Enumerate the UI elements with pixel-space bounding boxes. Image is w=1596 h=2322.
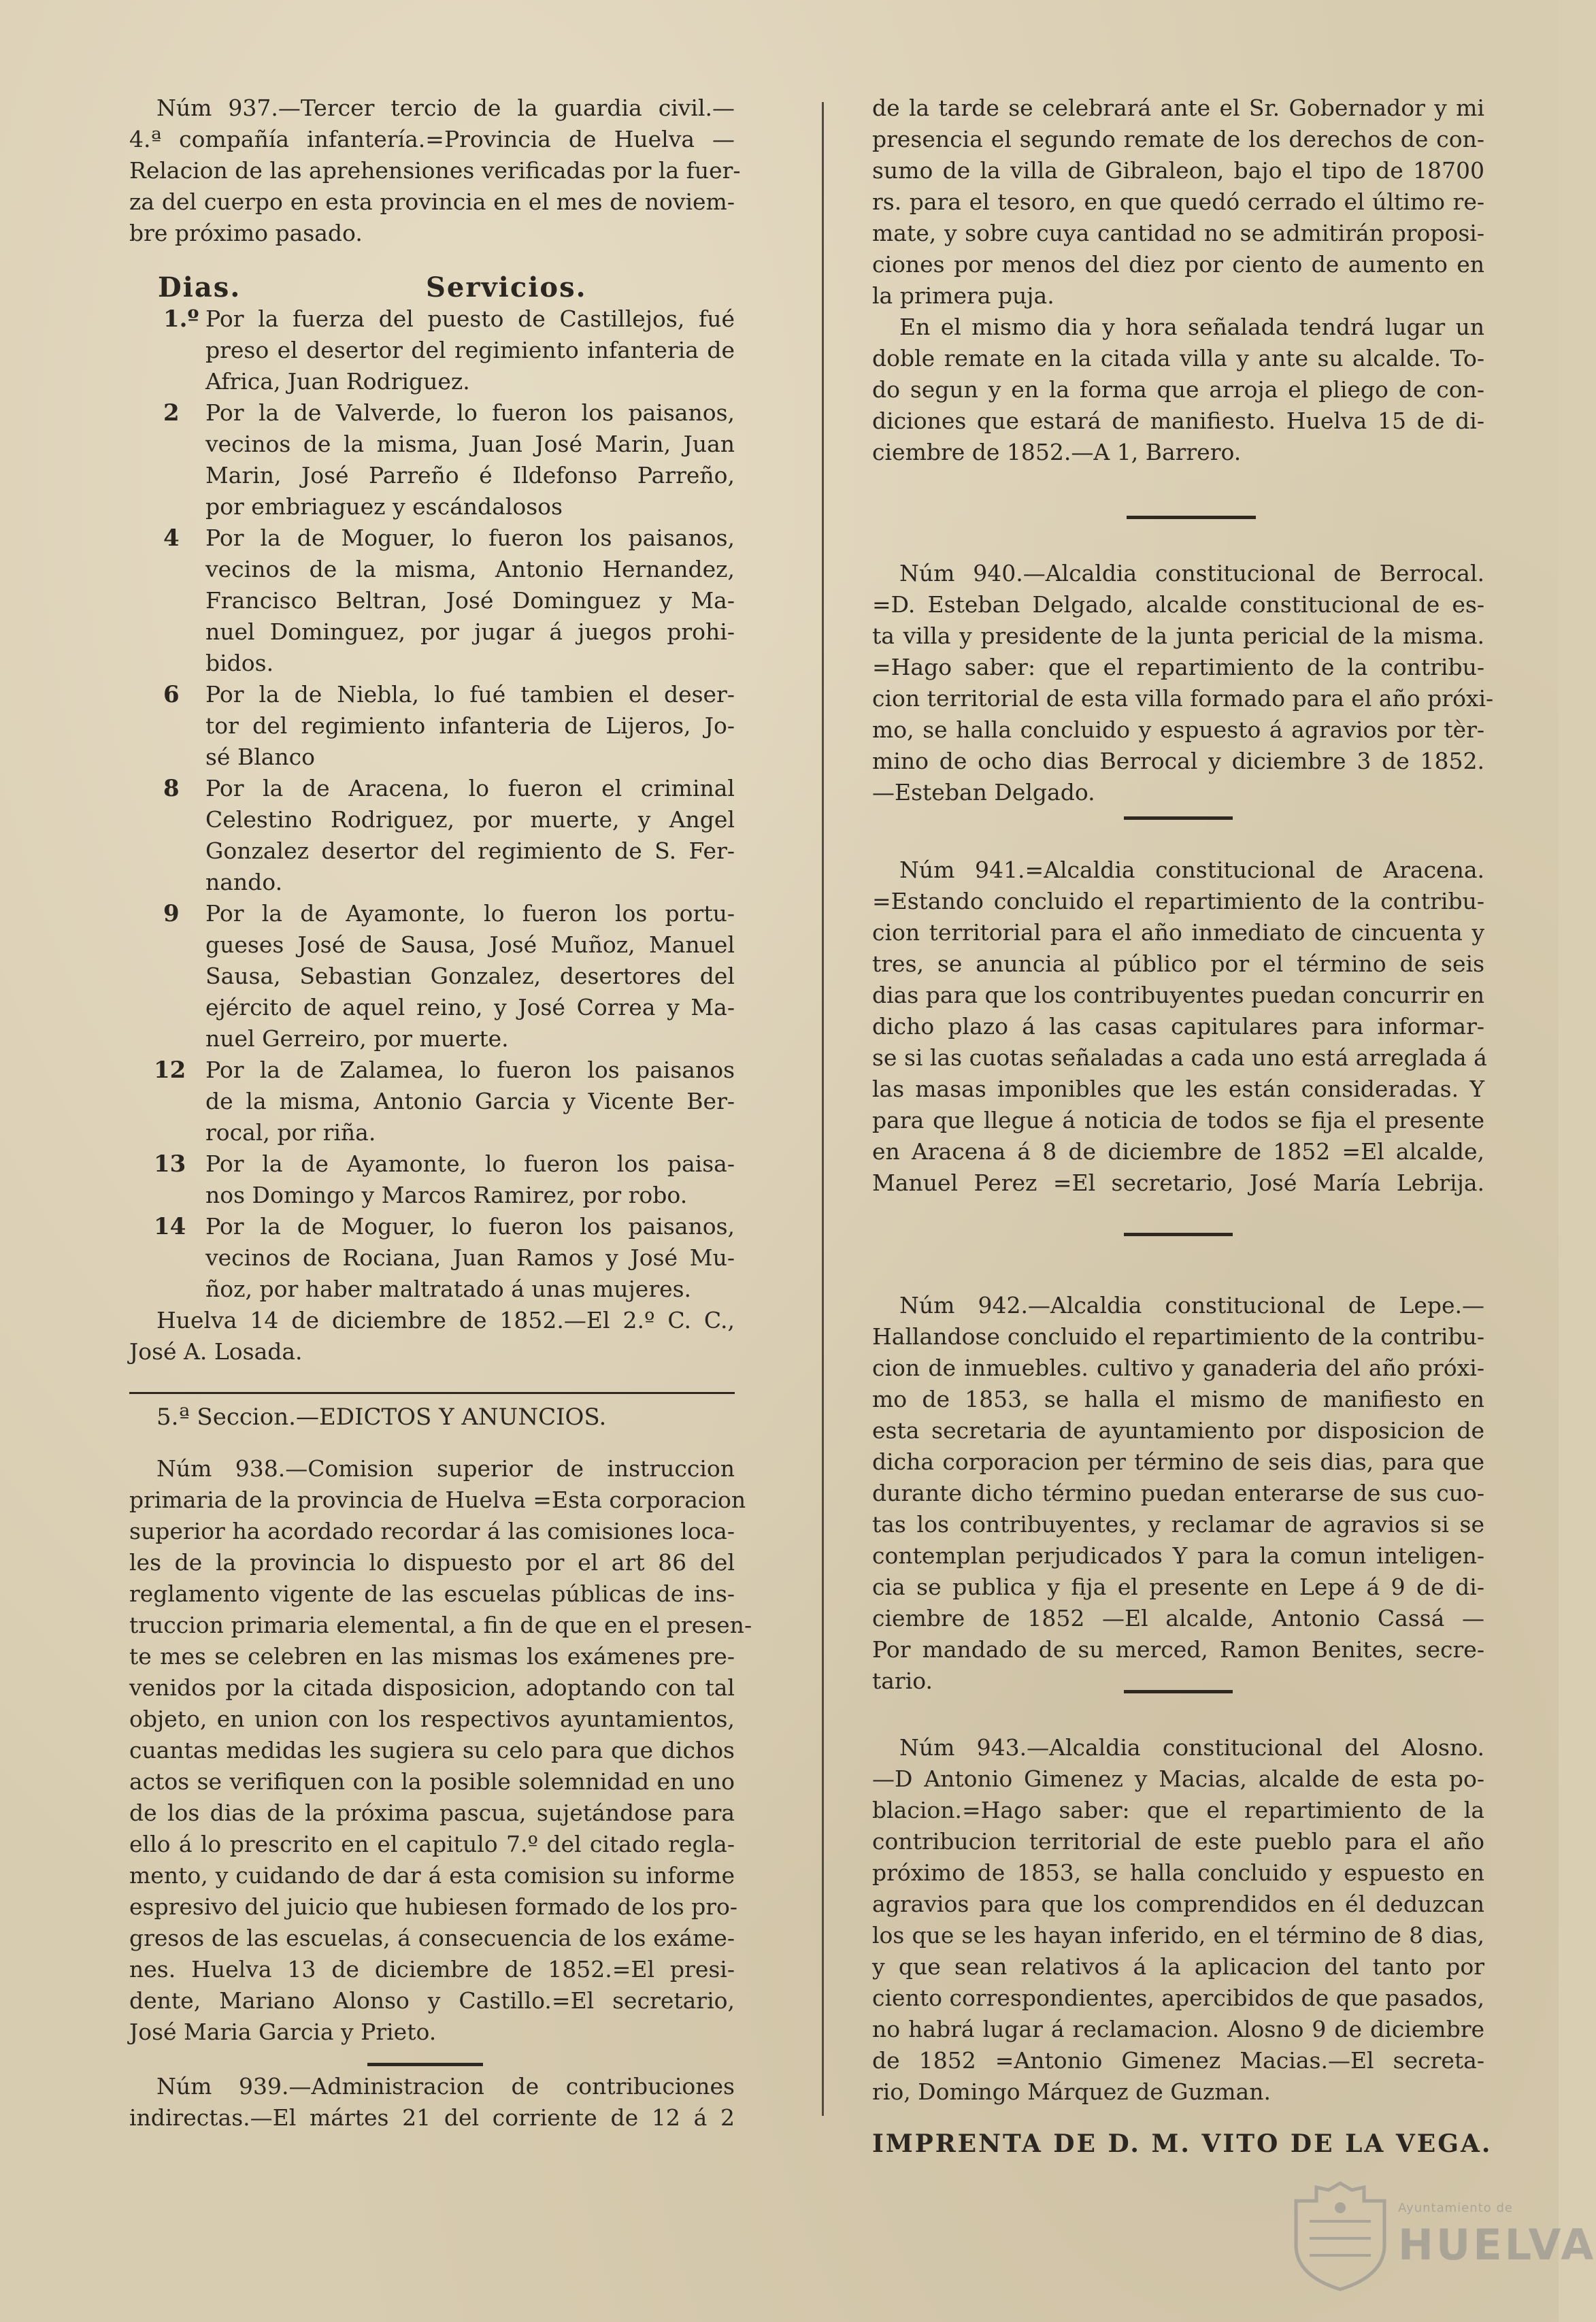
entry-line: Por la fuerza del puesto de Castillejos, fué	[205, 305, 735, 332]
n939-cont2-line: diciones que estará de manifiesto. Huelva 15 de di-	[872, 408, 1484, 434]
n943-line: rio, Domingo Márquez de Guzman.	[872, 2078, 1271, 2105]
n938-line: José Maria Garcia y Prieto.	[129, 2019, 437, 2045]
n942-line: tas los contribuyentes, y reclamar de agravios si se	[872, 1511, 1484, 1538]
n943-line: los que se les hayan inferido, en el término de 8 dias,	[872, 1922, 1484, 1948]
entry-line: nuel Dominguez, por jugar á juegos prohi-	[205, 618, 735, 645]
n938-line: venidos por la citada disposicion, adoptando con tal	[129, 1674, 735, 1701]
n939-cont2-line: ciembre de 1852.—A 1, Barrero.	[872, 439, 1242, 465]
n942-line: dicha corporacion per término de seis dias, para que	[872, 1448, 1484, 1475]
entry-line: bidos.	[205, 650, 274, 676]
entry-line: Por la de Moguer, lo fueron los paisanos,	[205, 525, 735, 551]
n939-line: indirectas.—El mártes 21 del corriente de 12 á 2	[129, 2104, 735, 2131]
n939-cont-line: sumo de la villa de Gibraleon, bajo el tipo de 18700	[872, 157, 1484, 184]
column-divider	[822, 102, 824, 2116]
entry-line: nando.	[205, 869, 283, 895]
n943-line: de 1852 =Antonio Gimenez Macias.—El secreta-	[872, 2047, 1484, 2074]
entry-line: Sausa, Sebastian Gonzalez, desertores del	[205, 963, 735, 989]
entry-line: por embriaguez y escándalosos	[205, 493, 563, 520]
n939-cont-line: rs. para el tesoro, en que quedó cerrado el último re-	[872, 188, 1484, 215]
day-number: 1.º	[163, 305, 199, 333]
n941-line: tres, se anuncia al público por el término de seis	[872, 950, 1484, 977]
entry-line: Por la de Aracena, lo fueron el criminal	[205, 775, 735, 801]
n943-line: no habrá lugar á reclamacion. Alosno 9 de diciembre	[872, 2016, 1484, 2042]
huelva-watermark	[1289, 2167, 1596, 2296]
n942-line: durante dicho término puedan enterarse de sus cuo-	[872, 1480, 1484, 1506]
n937-line-0: Núm 937.—Tercer tercio de la guardia civil.—	[156, 95, 735, 121]
n938-line: te mes se celebren en las mismas los exámenes pre-	[129, 1643, 735, 1670]
n941-line: Núm 941.=Alcaldia constitucional de Aracena.	[899, 857, 1484, 883]
n941-line: se si las cuotas señaladas a cada uno está arreglada á	[872, 1044, 1487, 1071]
n939-cont-line: presencia el segundo remate de los derechos de con-	[872, 126, 1484, 152]
n938-line: Núm 938.—Comision superior de instruccion	[156, 1455, 735, 1482]
n938-line: reglamento vigente de las escuelas públicas de ins-	[129, 1580, 735, 1607]
n939-cont-line: mate, y sobre cuya cantidad no se admitirán proposi-	[872, 220, 1484, 246]
coat-of-arms-icon	[1289, 2180, 1391, 2293]
n940-line: =D. Esteban Delgado, alcalde constitucional de es-	[872, 591, 1484, 618]
n942-line: esta secretaria de ayuntamiento por disposicion de	[872, 1417, 1484, 1444]
separator-dash	[1124, 1233, 1233, 1236]
n938-line: actos se verifiquen con la posible solemnidad en uno	[129, 1768, 735, 1795]
entry-line: Por la de Moguer, lo fueron los paisanos,	[205, 1213, 735, 1240]
entry-line: Celestino Rodriguez, por muerte, y Angel	[205, 806, 735, 833]
n942-line: tario.	[872, 1668, 933, 1694]
n943-line: contribucion territorial de este pueblo para el año	[872, 1828, 1484, 1855]
n938-line: cuantas medidas les sugiera su celo para que dichos	[129, 1737, 735, 1763]
section-heading: 5.ª Seccion.—EDICTOS Y ANUNCIOS.	[156, 1404, 607, 1431]
entry-line: Por la de Niebla, lo fué tambien el deser-	[205, 681, 735, 708]
day-number: 13	[154, 1150, 186, 1178]
watermark-small-text: Ayuntamiento de	[1398, 2201, 1513, 2215]
n940-line: ta villa y presidente de la junta pericial de la misma.	[872, 623, 1484, 649]
n943-line: —D Antonio Gimenez y Macias, alcalde de esta po-	[872, 1765, 1484, 1792]
entry-line: Por la de Valverde, lo fueron los paisanos,	[205, 399, 735, 426]
section-rule	[129, 1392, 735, 1394]
n942-line: Por mandado de su merced, Ramon Benites, secre-	[872, 1636, 1484, 1663]
day-number: 6	[163, 681, 180, 708]
n943-line: ciento correspondientes, apercibidos de que pasados,	[872, 1985, 1484, 2011]
n943-line: agravios para que los comprendidos en él deduzcan	[872, 1891, 1484, 1917]
n938-line: mento, y cuidando de dar á esta comision su informe	[129, 1862, 735, 1889]
entry-line: vecinos de la misma, Antonio Hernandez,	[205, 556, 735, 582]
printer-imprint: IMPRENTA DE D. M. VITO DE LA VEGA.	[872, 2129, 1493, 2158]
n937-line-3: za del cuerpo en esta provincia en el mes de noviem-	[129, 188, 735, 215]
day-number: 12	[154, 1057, 186, 1084]
n937-sign-0: Huelva 14 de diciembre de 1852.—El 2.º C. C.,	[156, 1307, 735, 1333]
servicios-heading: Servicios.	[426, 271, 587, 303]
n937-line-1: 4.ª compañía infantería.=Provincia de Huelva —	[129, 126, 735, 152]
n939-cont-line: ciones por menos del diez por ciento de aumento en	[872, 251, 1484, 278]
separator-dash	[1124, 1690, 1233, 1693]
entry-line: preso el desertor del regimiento infanteria de	[205, 337, 735, 363]
n938-line: primaria de la provincia de Huelva =Esta corporacion	[129, 1487, 746, 1513]
n942-line: mo de 1853, se halla el mismo de manifiesto en	[872, 1386, 1484, 1412]
entry-line: rocal, por riña.	[205, 1119, 376, 1146]
separator-dash	[1127, 516, 1256, 519]
watermark-big-text: HUELVA	[1398, 2220, 1596, 2270]
entry-line: ejército de aquel reino, y José Correa y Ma-	[205, 994, 735, 1021]
n938-line: dente, Mariano Alonso y Castillo.=El secretario,	[129, 1987, 735, 2014]
n942-line: ciembre de 1852 —El alcalde, Antonio Cassá —	[872, 1605, 1484, 1631]
n937-sign-1: José A. Losada.	[129, 1338, 303, 1365]
entry-line: tor del regimiento infanteria de Lijeros, Jo-	[205, 712, 735, 739]
n941-line: Manuel Perez =El secretario, José María Lebrija.	[872, 1170, 1484, 1196]
n939-cont-line: la primera puja.	[872, 282, 1054, 309]
entry-line: Por la de Ayamonte, lo fueron los paisa-	[205, 1150, 735, 1177]
separator-dash	[1124, 816, 1233, 820]
entry-line: nos Domingo y Marcos Ramirez, por robo.	[205, 1182, 688, 1208]
entry-line: Francisco Beltran, José Dominguez y Ma-	[205, 587, 735, 614]
n943-line: Núm 943.—Alcaldia constitucional del Alosno.	[899, 1734, 1484, 1761]
n938-line: gresos de las escuelas, á consecuencia de los exáme-	[129, 1925, 735, 1951]
day-number: 14	[154, 1213, 186, 1240]
n940-line: mo, se halla concluido y espuesto á agravios por tèr-	[872, 716, 1484, 743]
n941-line: las masas imponibles que les están consideradas. Y	[872, 1076, 1484, 1102]
n942-line: Hallandose concluido el repartimiento de la contribu-	[872, 1323, 1484, 1350]
day-number: 9	[163, 900, 180, 927]
dias-heading: Dias.	[158, 271, 242, 303]
n941-line: dicho plazo á las casas capitulares para informar-	[872, 1013, 1484, 1040]
n938-line: truccion primaria elemental, a fin de que en el presen-	[129, 1612, 752, 1638]
n939-cont2-line: En el mismo dia y hora señalada tendrá lugar un	[899, 314, 1484, 340]
n939-cont-line: de la tarde se celebrará ante el Sr. Gobernador y mi	[872, 95, 1484, 121]
n942-line: Núm 942.—Alcaldia constitucional de Lepe.—	[899, 1292, 1484, 1318]
entry-line: Africa, Juan Rodriguez.	[205, 368, 470, 395]
n938-line: ello á lo prescrito en el capitulo 7.º del citado regla-	[129, 1831, 735, 1857]
n938-line: superior ha acordado recordar á las comisiones loca-	[129, 1518, 735, 1544]
entry-line: ñoz, por haber maltratado á unas mujeres.	[205, 1276, 692, 1302]
day-number: 4	[163, 525, 180, 552]
n937-line-4: bre próximo pasado.	[129, 220, 363, 246]
separator-dash	[367, 2063, 483, 2066]
entry-line: Marin, José Parreño é Ildefonso Parreño,	[205, 462, 735, 488]
n940-line: cion territorial de esta villa formado para el año próxi-	[872, 685, 1494, 712]
n942-line: cia se publica y fija el presente en Lepe á 9 de di-	[872, 1574, 1484, 1600]
n938-line: les de la provincia lo dispuesto por el art 86 del	[129, 1549, 735, 1576]
n938-line: nes. Huelva 13 de diciembre de 1852.=El presi-	[129, 1956, 735, 1983]
n938-line: espresivo del juicio que hubiesen formado de los pro-	[129, 1893, 738, 1920]
entry-line: Por la de Zalamea, lo fueron los paisanos	[205, 1057, 735, 1083]
n941-line: cion territorial para el año inmediato de cincuenta y	[872, 919, 1484, 946]
n940-line: Núm 940.—Alcaldia constitucional de Berrocal.	[899, 560, 1484, 586]
n942-line: cion de inmuebles. cultivo y ganaderia del año próxi-	[872, 1355, 1484, 1381]
n939-cont2-line: doble remate en la citada villa y ante su alcalde. To-	[872, 345, 1484, 371]
n940-line: =Hago saber: que el repartimiento de la contribu-	[872, 654, 1484, 680]
n942-line: contemplan perjudicados Y para la comun inteligen-	[872, 1542, 1484, 1569]
n941-line: para que llegue á noticia de todos se fija el presente	[872, 1107, 1484, 1133]
n939-cont2-line: do segun y en la forma que arroja el pliego de con-	[872, 376, 1484, 403]
n941-line: =Estando concluido el repartimiento de la contribu-	[872, 888, 1484, 914]
n941-line: en Aracena á 8 de diciembre de 1852 =El alcalde,	[872, 1138, 1484, 1165]
day-number: 2	[163, 399, 180, 427]
entry-line: vecinos de la misma, Juan José Marin, Juan	[205, 431, 735, 457]
n941-line: dias para que los contribuyentes puedan concurrir en	[872, 982, 1484, 1008]
entry-line: nuel Gerreiro, por muerte.	[205, 1025, 509, 1052]
n940-line: mino de ocho dias Berrocal y diciembre 3 de 1852.	[872, 748, 1484, 774]
entry-line: de la misma, Antonio Garcia y Vicente Ber-	[205, 1088, 735, 1114]
n943-line: próximo de 1853, se halla concluido y espuesto en	[872, 1859, 1484, 1886]
n938-line: de los dias de la próxima pascua, sujetándose para	[129, 1799, 735, 1826]
day-number: 8	[163, 775, 180, 802]
entry-line: Gonzalez desertor del regimiento de S. Fer-	[205, 837, 735, 864]
n943-line: y que sean relativos á la aplicacion del tanto por	[872, 1953, 1484, 1980]
n938-line: objeto, en union con los respectivos ayuntamientos,	[129, 1706, 735, 1732]
n939-line: Núm 939.—Administracion de contribuciones	[156, 2073, 735, 2100]
entry-line: gueses José de Sausa, José Muñoz, Manuel	[205, 931, 735, 958]
n943-line: blacion.=Hago saber: que el repartimiento de la	[872, 1797, 1484, 1823]
n940-line: —Esteban Delgado.	[872, 779, 1095, 806]
entry-line: sé Blanco	[205, 744, 316, 770]
n937-line-2: Relacion de las aprehensiones verificadas por la fuer-	[129, 157, 741, 184]
entry-line: Por la de Ayamonte, lo fueron los portu-	[205, 900, 735, 927]
entry-line: vecinos de Rociana, Juan Ramos y José Mu-	[205, 1244, 735, 1271]
